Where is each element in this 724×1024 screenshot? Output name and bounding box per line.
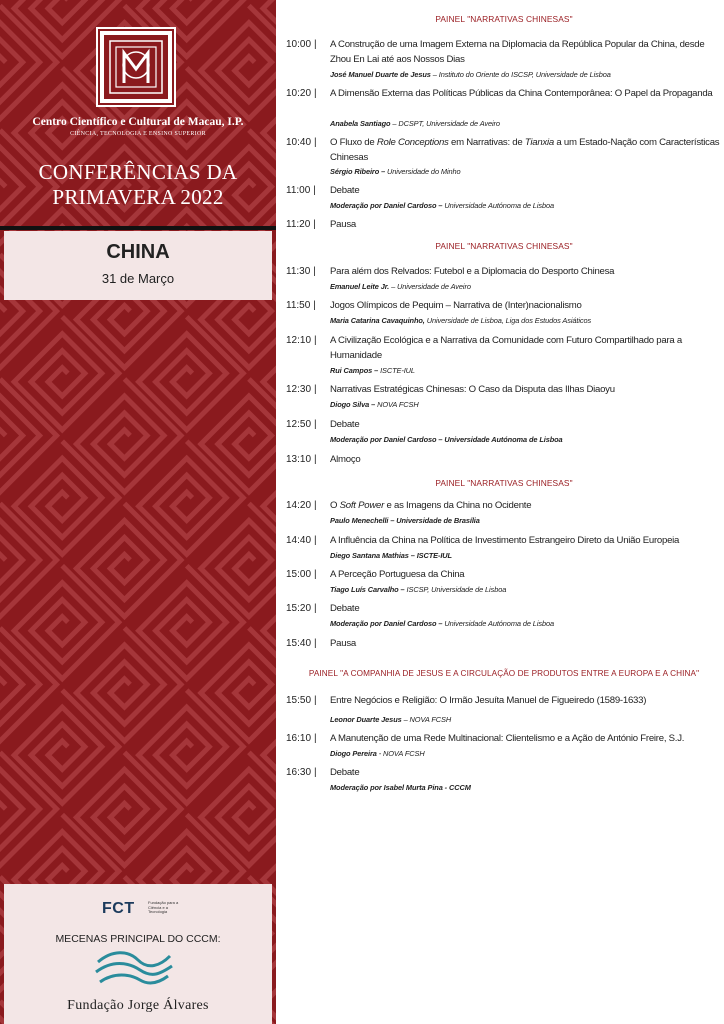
program-schedule	[284, 0, 724, 1024]
session-speaker: Tiago Luís Carvalho – ISCSP, Universidade de Lisboa	[330, 585, 507, 594]
session-speaker: Diogo Silva – NOVA FCSH	[330, 400, 419, 409]
conference-title	[0, 160, 276, 210]
session-title: Debate	[330, 603, 360, 614]
session-time: 15:40 |	[286, 638, 317, 649]
session-time: 10:00 |	[286, 39, 317, 50]
session-speaker: Rui Campos – ISCTE-IUL	[330, 366, 415, 375]
session-speaker: José Manuel Duarte de Jesus – Instituto do Oriente do ISCSP, Universidade de Lisboa	[330, 70, 611, 79]
session-moderator: Moderação por Daniel Cardoso – Universidade Autónoma de Lisboa	[330, 201, 554, 210]
fct-logo-text: FCT	[102, 900, 135, 917]
session-time: 15:00 |	[286, 569, 317, 580]
session-title: O Fluxo de Role Conceptions em Narrativas: de Tianxia a um Estado-Nação com Características Chinesas	[330, 137, 720, 163]
session-time: 14:40 |	[286, 535, 317, 546]
session-speaker: Leonor Duarte Jesus – NOVA FCSH	[330, 715, 452, 724]
session-time: 14:20 |	[286, 500, 317, 511]
meander-pattern	[0, 0, 276, 1024]
main-sponsor-label: MECENAS PRINCIPAL DO CCCM:	[55, 933, 221, 945]
session-time: 16:10 |	[286, 733, 317, 744]
cccm-logo	[96, 27, 176, 107]
session-title: Pausa	[330, 219, 356, 230]
session-time: 15:50 |	[286, 695, 317, 706]
session-title: Jogos Olímpicos de Pequim – Narrativa de (Inter)nacionalismo	[330, 300, 582, 311]
event-date: 31 de Março	[101, 271, 175, 286]
panel-heading: PAINEL "NARRATIVAS CHINESAS"	[435, 478, 573, 488]
session-title: Debate	[330, 419, 360, 430]
divider	[0, 226, 276, 230]
session-speaker: Paulo Menechelli – Universidade de Brasília	[330, 516, 480, 525]
session-speaker: Diego Santana Mathias – ISCTE-IUL	[330, 551, 452, 560]
fundacao-jorge-alvares-logo: Fundação Jorge Álvares	[67, 998, 209, 1013]
session-speaker: Sérgio Ribeiro – Universidade do Minho	[330, 167, 461, 176]
event-title: CHINA	[106, 241, 170, 263]
fct-logo	[102, 900, 179, 918]
session-time: 11:30 |	[286, 266, 316, 277]
session-time: 11:00 |	[286, 185, 316, 196]
sponsor-box	[4, 884, 272, 1024]
session-title: Narrativas Estratégicas Chinesas: O Caso da Disputa das Ilhas Diaoyu	[330, 384, 615, 395]
event-box	[4, 231, 272, 300]
session-title: Para além dos Relvados: Futebol e a Diplomacia do Desporto Chinesa	[330, 266, 615, 277]
session-title: Debate	[330, 767, 360, 778]
session-moderator: Moderação por Isabel Murta Pina - CCCM	[330, 783, 471, 792]
org-subtitle: CIÊNCIA, TECNOLOGIA E ENSINO SUPERIOR	[70, 131, 206, 137]
session-time: 11:50 |	[286, 300, 316, 311]
session-title: A Manutenção de uma Rede Multinacional: Clientelismo e a Ação de António Freire, S.J.	[330, 733, 685, 744]
session-title: A Perceção Portuguesa da China	[330, 569, 465, 580]
session-speaker: Emanuel Leite Jr. – Universidade de Aveiro	[330, 282, 471, 291]
session-title: Pausa	[330, 638, 356, 649]
session-title: A Influência da China na Política de Investimento Estrangeiro Direto da União Europeia	[330, 535, 680, 546]
session-title: A Civilização Ecológica e a Narrativa da Comunidade com Futuro Compartilhado para a Humanidade	[330, 335, 682, 361]
session-speaker: Maria Catarina Cavaquinho, Universidade de Lisboa, Liga dos Estudos Asiáticos	[330, 316, 592, 325]
session-title: Debate	[330, 185, 360, 196]
session-title: A Construção de uma Imagem Externa na Diplomacia da República Popular da China, desde Zhou En Lai até aos Nossos Dias	[330, 39, 705, 65]
session-time: 10:20 |	[286, 88, 317, 99]
fct-logo-subtext: Fundação para a Ciência e a Tecnologia	[148, 900, 179, 914]
waves-icon	[94, 948, 174, 988]
session-moderator: Moderação por Daniel Cardoso – Universidade Autónoma de Lisboa	[330, 619, 554, 628]
panel-heading: PAINEL "NARRATIVAS CHINESAS"	[435, 14, 573, 24]
session-speaker: Diogo Pereira - NOVA FCSH	[330, 749, 425, 758]
session-speaker: Anabela Santiago – DCSPT, Universidade de Aveiro	[330, 119, 500, 128]
session-time: 11:20 |	[286, 219, 316, 230]
left-banner	[0, 0, 276, 1024]
session-time: 15:20 |	[286, 603, 317, 614]
org-name: Centro Científico e Cultural de Macau, I.P.	[32, 116, 244, 128]
session-time: 12:10 |	[286, 335, 317, 346]
panel-heading: PAINEL "A COMPANHIA DE JESUS E A CIRCULAÇÃO DE PRODUTOS ENTRE A EUROPA E A CHINA"	[308, 669, 700, 678]
session-title: Entre Negócios e Religião: O Irmão Jesuíta Manuel de Figueiredo (1589-1633)	[330, 695, 647, 706]
session-moderator: Moderação por Daniel Cardoso – Universidade Autónoma de Lisboa	[330, 435, 563, 444]
conference-title-line-2: PRIMAVERA 2022	[52, 185, 224, 209]
session-time: 13:10 |	[286, 454, 317, 465]
session-time: 12:50 |	[286, 419, 317, 430]
panel-heading: PAINEL "NARRATIVAS CHINESAS"	[435, 241, 573, 251]
session-time: 10:40 |	[286, 137, 317, 148]
session-title: A Dimensão Externa das Políticas Públicas da China Contemporânea: O Papel da Propaganda	[330, 88, 713, 99]
session-time: 12:30 |	[286, 384, 317, 395]
session-title: O Soft Power e as Imagens da China no Ocidente	[330, 500, 532, 511]
conference-title-line-1: CONFERÊNCIAS DA	[38, 160, 238, 184]
session-time: 16:30 |	[286, 767, 317, 778]
session-title: Almoço	[330, 454, 361, 465]
